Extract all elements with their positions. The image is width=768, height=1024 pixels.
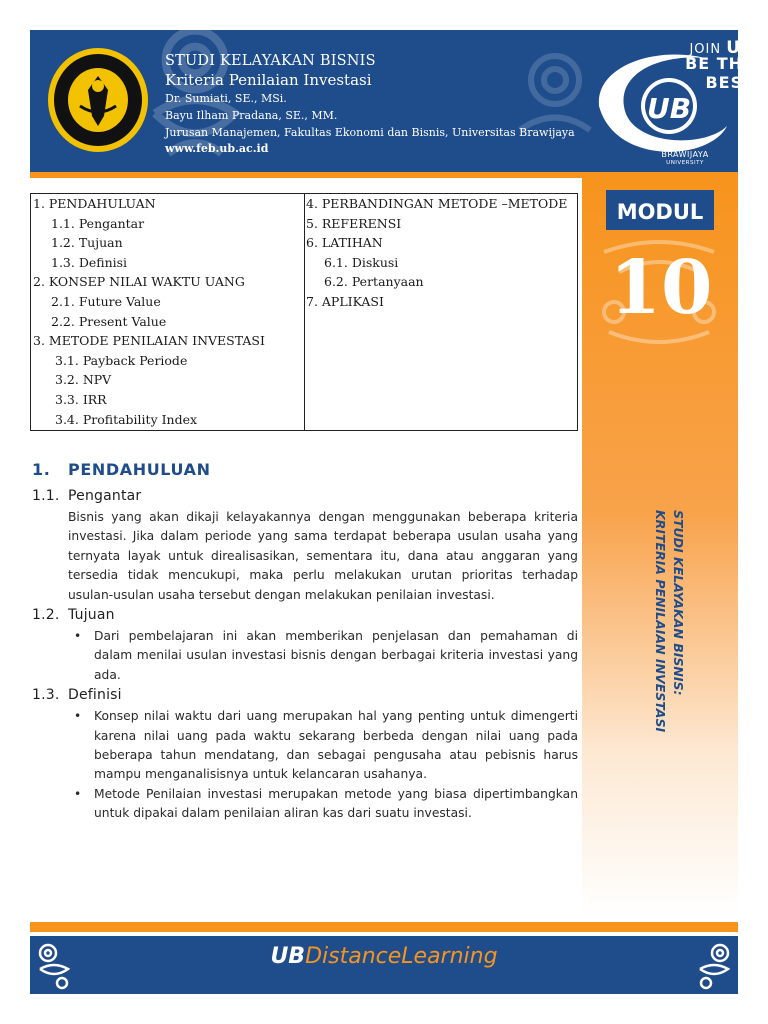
toc-item[interactable]: 2.1. Future Value <box>51 293 161 309</box>
subsection-title: Pengantar <box>68 488 142 504</box>
toc-item[interactable]: 3.3. IRR <box>55 391 107 407</box>
section-title: PENDAHULUAN <box>68 460 211 479</box>
logo-letters: UB <box>646 92 692 125</box>
author-name: Dr. Sumiati, SE., MSi. <box>165 92 287 105</box>
toc-item[interactable]: 1.1. Pengantar <box>51 215 145 231</box>
author-name: Bayu Ilham Pradana, SE., MM. <box>165 109 338 122</box>
footer-brand-ub: UB <box>270 944 306 969</box>
footer-brand-rest: DistanceLearning <box>305 944 498 969</box>
main-content <box>32 460 578 824</box>
ub-slogan <box>640 38 755 92</box>
header-text-block <box>165 52 575 157</box>
toc-item[interactable]: 3.2. NPV <box>55 372 112 388</box>
toc-item[interactable]: 6. LATIHAN <box>306 235 383 251</box>
university-name <box>648 150 722 168</box>
slogan-join: JOIN <box>689 42 722 57</box>
footer-accent-bar <box>30 922 738 932</box>
toc-item[interactable]: 2. KONSEP NILAI WAKTU UANG <box>33 274 245 290</box>
table-of-contents <box>30 193 578 431</box>
bullet-list <box>68 707 578 823</box>
toc-item[interactable]: 1.3. Definisi <box>51 254 128 270</box>
website-link[interactable]: www.feb.ub.ac.id <box>165 142 269 155</box>
subsection-heading <box>32 687 578 707</box>
toc-item[interactable]: 1. PENDAHULUAN <box>33 196 156 211</box>
subsection-title: Definisi <box>68 687 122 704</box>
subsection-number: 1.3. <box>32 687 60 704</box>
vertical-title-line1: STUDI KELAYAKAN BISNIS: <box>671 510 686 696</box>
toc-item[interactable]: 6.2. Pertanyaan <box>324 274 424 290</box>
sidebar-vertical-title <box>645 510 687 750</box>
footer-brand <box>0 944 768 969</box>
slogan-be-the-best: BE THE BEST <box>685 54 755 92</box>
subsection-heading <box>32 488 578 508</box>
bullet-list <box>68 627 578 685</box>
university-label: BRAWIJAYA <box>661 150 709 159</box>
module-number: 10 <box>609 245 713 331</box>
department-text: Jurusan Manajemen, Fakultas Ekonomi dan Bisnis, Universitas Brawijaya <box>165 126 575 139</box>
toc-item[interactable]: 4. PERBANDINGAN METODE –METODE <box>306 196 568 211</box>
subsection-number: 1.2. <box>32 607 60 624</box>
toc-item[interactable]: 7. APLIKASI <box>306 293 384 309</box>
course-subtitle: Kriteria Penilaian Investasi <box>165 71 372 89</box>
section-number: 1. <box>32 460 51 479</box>
toc-right-column <box>304 194 577 430</box>
module-label: MODUL <box>606 190 714 230</box>
university-sub-label: UNIVERSITY <box>666 160 704 166</box>
toc-item[interactable]: 6.1. Diskusi <box>324 254 399 270</box>
toc-item[interactable]: 5. REFERENSI <box>306 215 402 231</box>
subsection-number: 1.1. <box>32 488 60 504</box>
subsection-title: Tujuan <box>68 607 115 624</box>
list-item: • Konsep nilai waktu dari uang merupakan hal yang penting untuk dimengerti karena nilai uang pada waktu sekarang berbeda dengan nilai uang pada beberapa tahun mendatang, dan sebagai pengusaha atau pebisnis harus mampu menganalisisnya untuk kelancaran usahanya. <box>68 707 578 785</box>
toc-item[interactable]: 3.4. Profitability Index <box>55 411 198 427</box>
vertical-title-line2: KRITERIA PENILAIAN INVESTASI <box>653 510 668 733</box>
university-seal-icon <box>46 46 150 154</box>
toc-item[interactable]: 2.2. Present Value <box>51 313 167 329</box>
subsection-heading <box>32 607 578 627</box>
course-title: STUDI KELAYAKAN BISNIS <box>165 53 376 69</box>
toc-item[interactable]: 3.1. Payback Periode <box>55 352 188 368</box>
toc-left-column <box>31 194 304 430</box>
paragraph: Bisnis yang akan dikaji kelayakannya dengan menggunakan beberapa kriteria investasi. Jika dalam periode yang sama terdapat beberapa usulan usaha yang ternyata layak untuk direalisasikan, sementara itu, dana atau anggaran yang tersedia tidak mencukupi, maka perlu melakukan urutan prioritas terhadap usulan-usulan usaha tersebut dengan melakukan penilaian investasi. <box>68 510 578 602</box>
slogan-ub: UB <box>726 38 755 58</box>
toc-item[interactable]: 1.2. Tujuan <box>51 235 123 251</box>
section-heading <box>32 460 578 486</box>
list-item: • Dari pembelajaran ini akan memberikan penjelasan dan pemahaman di dalam menilai usulan investasi bisnis dengan berbagai kriteria investasi yang ada. <box>68 627 578 685</box>
list-item: • Metode Penilaian investasi merupakan metode yang biasa dipertimbangkan untuk dipakai dalam penilaian aliran kas dari suatu investasi. <box>68 785 578 824</box>
toc-item[interactable]: 3. METODE PENILAIAN INVESTASI <box>33 333 265 349</box>
